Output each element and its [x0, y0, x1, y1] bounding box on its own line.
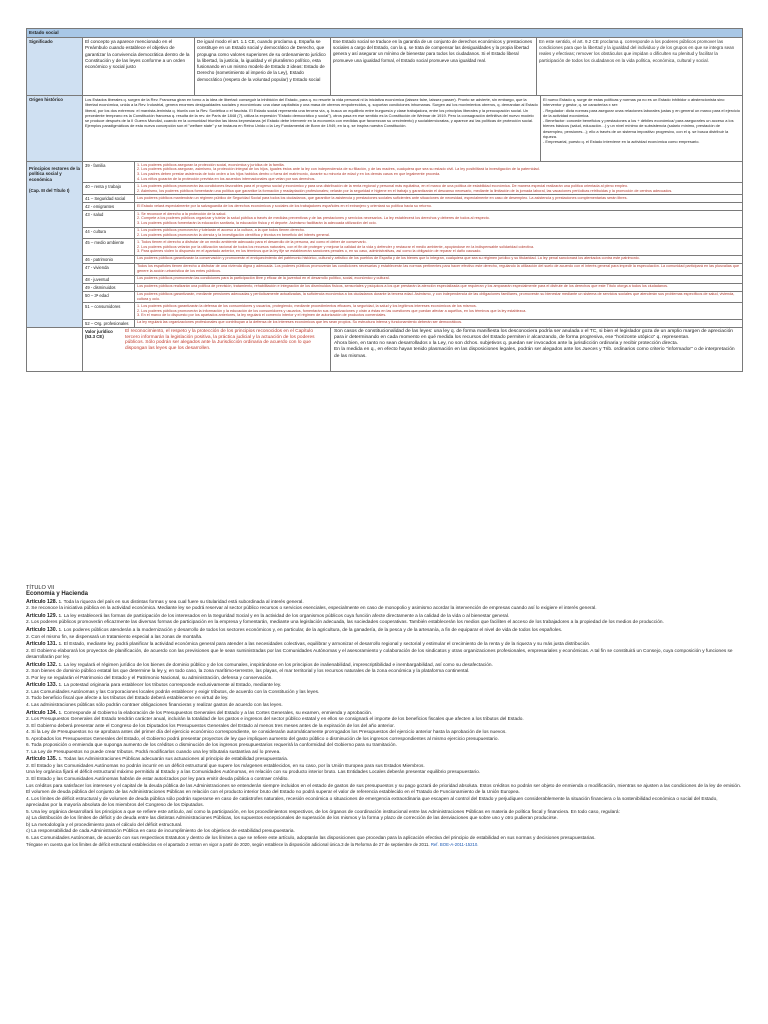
principio-article-item: 1. Los poderes públicos promoverán y tutelarán el acceso a la cultura, a la que todos tienen derecho. [137, 228, 306, 233]
origen-intro: El nuevo Estado q. surge de estas políticas y normas ya no es un Estado inhibidor o abstencionista sino interventor y gestor, q. se caracteriza x ser: [543, 97, 725, 108]
principio-article-item: Los poderes públicos mantendrán un régimen público de Seguridad Social para todos los ciudadanos, que garantice la asistencia y prestaciones sociales suficientes ante situaciones de necesidad, especialmente en caso de desempleo. La asistencia y prestaciones complementarias serán libres. [137, 195, 628, 200]
principio-article-text [135, 183, 742, 194]
principio-article-row [83, 162, 742, 183]
valor-constitucionalidad: Son casos de constitucionalidad de las leyes: una ley q. de forma manifiesta los desconociera podría ser anulada x el TC, si bien el legislador goza de un amplio margen de apreciación para ir determinando en cada momento en qué medida los recursos del Estado permiten ir alcanzando, de forma progresiva, ese "horizonte utópico" q. representan. [334, 328, 734, 340]
paragraph-text: 3. Por ley se regularán el Patrimonio del Estado y el Patrimonio Nacional, su administración, defensa y conservación. [26, 675, 273, 681]
principio-article-row [83, 292, 742, 304]
paragraph-text: 4. Las administraciones públicas sólo podrán contraer obligaciones financieras y realizar gastos de acuerdo con las leyes. [26, 703, 283, 708]
valor-criterio-informador: En la medida en q., en efecto hayan tenido plasmación en las disposiciones legales, podrán ser alegados ante los Jueces y Trib. ordinarios como criterio "informador" o de interpretación de las mismas. [334, 347, 735, 359]
paragraph-text: 1. La potestad originaria para establecer los tributos corresponde exclusivamente al Estado, mediante ley. [57, 683, 282, 689]
paragraph-text: c) La responsabilidad de cada Administración Pública en caso de incumplimiento de los objetivos de estabilidad presupuestaria. [26, 829, 295, 835]
principio-article-item: 1. Se reconoce el derecho a la protección de la salud. [137, 211, 227, 216]
paragraph-text: 1. Los poderes públicos atenderán a la modernización y desarrollo de todos los sectores económicos y, en particular, de la agricultura, de la ganadería, de la pesca y de la artesanía, a fin de equiparar el nivel de vida de todos los españoles. [57, 627, 563, 633]
principio-article-item: La ley regulará las organizaciones profesionales que contribuyan a la defensa de los intereses económicos que les sean propios. Su estructura interna y funcionamiento deberán ser democráticos. [137, 320, 463, 325]
origen-nuevo-estado [541, 96, 743, 162]
paragraph-text: 2. El Estado y las Comunidades Autónomas no podrán incurrir en un déficit estructural que supere los márgenes establecidos, en su caso, por la Unión Europea para sus Estados Miembros. [26, 763, 425, 769]
principio-article-text [135, 239, 742, 255]
valor-no-subjetivos: Ahora bien, en tanto no sean desarrollados x la Ley, no son dchos. subjetivos q. puedan ser invocados ante la jurisdicción ordinaria y recibir protección directa. [334, 341, 679, 347]
paragraph-text: 5. Aprobados los Presupuestos Generales del Estado, el Gobierno podrá presentar proyectos de ley que impliquen aumento del gasto público o disminución de los ingresos correspondientes al mismo ejercicio presupuestario. [26, 736, 499, 742]
principio-article-text [135, 256, 742, 263]
principio-article-row [83, 211, 742, 228]
footnote [26, 842, 742, 848]
principio-article-code: 41 – Seguridad social [83, 195, 135, 202]
article-number: Artículo 131. [26, 641, 58, 648]
article-number: Artículo 129. [26, 612, 58, 619]
document-paragraph [26, 710, 742, 718]
document-title: TÍTULO VII [26, 585, 55, 591]
paragraph-text: 2. Se reconoce la iniciativa pública en la actividad económica. Mediante ley se podrá reservar al sector público recursos o servicios esenciales, especialmente en caso de monopolio y asimismo acordar la intervención de empresas cuando así lo exigiere el interés general. [26, 606, 597, 612]
estado-social-table [26, 28, 742, 372]
article-number: Artículo 133. [26, 682, 58, 689]
principio-article-text [135, 228, 742, 239]
document-subtitle: Economía y Hacienda [26, 591, 89, 598]
principio-article-text [135, 203, 742, 210]
principio-article-code: 51 – consumidores [83, 303, 135, 319]
document-paragraph [26, 797, 742, 810]
principio-article-code: 47 - vivienda [83, 264, 135, 275]
principio-article-code: 49 - disminuidos [83, 284, 135, 291]
significado-estado-social: Ese Estado social se traduce en la garantía de un conjunto de derechos económicos y prestaciones sociales a cargo del Estado, con la q. se trata de compensar las desigualdades y la propia libertad genera y así asegurar un mínimo de bienestar para todos los ciudadanos. Si el Estado liberal promueve una igualdad formal, el Estado social promueve una igualdad real. [331, 38, 537, 95]
paragraph-text: 2. Con el mismo fin, se dispensará un tratamiento especial a las zonas de montaña. [26, 634, 203, 640]
principio-article-row [83, 195, 742, 203]
paragraph-text: 5. Una ley orgánica desarrollará los principios a que se refiere este artículo, así como la participación, en los procedimientos respectivos, de los órganos de coordinación institucional entre las Administraciones Públicas en materia de política fiscal y financiera. En todo caso, regulará: [26, 809, 620, 815]
principio-article-item: 3. En el marco de lo dispuesto por los apartados anteriores, la ley regulará el comercio interior y el régimen de autorización de productos comerciales. [137, 313, 387, 318]
principios-sublabel: (Cap. III del Título I) [29, 187, 70, 193]
article-number: Artículo 132. [26, 661, 58, 668]
principio-article-item: 1. Todos tienen el derecho a disfrutar de un medio ambiente adecuado para el desarrollo de la persona, así como el deber de conservarlo. [137, 239, 367, 244]
principio-article-item: 1. Los poderes públicos promoverán las condiciones favorables para el progreso social y económico y para una distribución de la renta regional y personal más equitativa, en el marco de una política de estabilidad económica. De manera especial realizarán una política orientada al pleno empleo. [137, 183, 629, 188]
paragraph-text: 6. Toda proposición o enmienda que suponga aumento de los créditos o disminución de los ingresos presupuestarios requerirá la conformidad del Gobierno para su tramitación. [26, 743, 397, 749]
principio-article-row [83, 320, 742, 327]
paragraph-text: 6. Las Comunidades Autónomas, de acuerdo con sus respectivos Estatutos y dentro de los límites a que se refiere este artículo, adoptarán las disposiciones que procedan para la aplicación efectiva del principio de estabilidad en sus normas y decisiones presupuestarias. [26, 835, 596, 841]
principio-article-item: El Estado velará especialmente por la salvaguardia de los derechos económicos y sociales de los trabajadores españoles en el extranjero y orientará su política hacia su retorno. [137, 203, 432, 208]
titulo-vii-document [26, 585, 742, 848]
principio-article-item: 1. Los poderes públicos aseguran la protección social, económica y jurídica de la familia. [137, 162, 285, 167]
principio-article-item: Los poderes públicos realizarán una política de previsión, tratamiento, rehabilitación e integración de los disminuidos físicos, sensoriales y psíquicos a los que prestarán la atención especializada que requieran y los ampararán especialmente para el disfrute de los derechos que este Título otorga a todos los ciudadanos. [137, 284, 669, 288]
principio-article-text [135, 195, 742, 202]
row-label-significado: Significado [27, 38, 83, 96]
document-body [26, 599, 742, 843]
principio-article-row [83, 264, 742, 276]
principio-article-row [83, 228, 742, 240]
principio-article-text [135, 211, 742, 227]
principio-article-code: 46 - patrimonio [83, 256, 135, 263]
document-paragraph [26, 649, 742, 662]
principio-article-item: 2. Los poderes públicos promoverán la ciencia y la investigación científica y técnica en beneficio del interés general. [137, 232, 330, 237]
principio-article-item: Los poderes públicos garantizarán la conservación y promoverán el enriquecimiento del patrimonio histórico, cultural y artístico de los pueblos de España y de los bienes que lo integran, cualquiera que sea su régimen jurídico y su titularidad. La ley penal sancionará los atentados contra este patrimonio. [137, 256, 640, 261]
principio-article-item: 2. Compete a los poderes públicos organizar y tutelar la salud pública a través de medidas preventivas y de las prestaciones y servicios necesarios. La ley establecerá los derechos y deberes de todos al respecto. [137, 216, 490, 221]
document-paragraph [26, 682, 742, 690]
principio-article-item: Los poderes públicos promoverán las condiciones para la participación libre y eficaz de la juventud en el desarrollo político, social, económico y cultural. [137, 276, 390, 280]
principio-article-text [135, 284, 742, 291]
valor-53-3: El reconocimiento, el respeto y la protección de los principios reconocidos en el Capítulo tercero informarán la legislación positiva, la práctica judicial y la actuación de los poderes públicos. Sólo podrán ser alegados ante la Jurisdicción ordinaria de acuerdo con lo que dispongan las leyes que los desarrollen. [125, 328, 315, 352]
paragraph-text: 3. El Estado y las Comunidades Autónomas habrán de estar autorizados por ley para emitir deuda pública o contraer crédito. [26, 777, 289, 783]
paragraph-text: 2. Los Presupuestos Generales del Estado tendrán carácter anual, incluirán la totalidad de los gastos e ingresos del sector público estatal y en ellos se consignará el importe de los beneficios fiscales que afecten a los tributos del Estado. [26, 717, 524, 723]
principio-article-row [83, 256, 742, 264]
paragraph-text: 2. El Gobierno elaborará los proyectos de planificación, de acuerdo con las previsiones que le sean suministradas por las Comunidades Autónomas y el asesoramiento y colaboración de los sindicatos y otras organizaciones profesionales, empresariales y económicas. A tal fin se constituirá un Consejo, cuya composición y funciones se desarrollarán por ley. [26, 648, 733, 661]
principio-article-item: 4. Los niños gozarán de la protección prevista en los acuerdos internacionales que velan por sus derechos. [137, 177, 316, 182]
principio-article-item: 2. Los poderes públicos velarán por la utilización racional de todos los recursos naturales, con el fin de proteger y mejorar la calidad de la vida y defender y restaurar el medio ambiente, apoyándose en la indispensable solidaridad colectiva. [137, 244, 535, 249]
principio-article-code: 40 – renta y trabajo [83, 183, 135, 194]
paragraph-text: 4. Los límites de déficit estructural y de volumen de deuda pública sólo podrán superarse en caso de catástrofes naturales, recesión económica o situaciones de emergencia extraordinaria que escapen al control del Estado y perjudiquen considerablemente la situación financiera o la sostenibilidad económica o social del Estado, apreciadas por la mayoría absoluta de los miembros del Congreso de los Diputados. [26, 796, 718, 809]
paragraph-text: 1. La ley establecerá las formas de participación de los interesados en la Seguridad Social y en la actividad de los organismos públicos cuya función afecte directamente a la calidad de la vida o al bienestar general. [57, 613, 510, 619]
principio-article-text [135, 303, 742, 319]
principio-article-code: 42 - emigrantes [83, 203, 135, 210]
significado-art-9-2: En este sentido, el art. 9.2 CE proclama q. corresponde a los poderes públicos promover las condiciones para que la libertad y la igualdad del individuo y de los grupos en que se integra sean reales y efectivas; remover los obstáculos que impidan o dificulten su plenitud y facilitar la participación de todos los ciudadanos en la vida política, económica, cultural y social. [539, 39, 735, 63]
principio-article-code: 44 - cultura [83, 228, 135, 239]
principio-article-item: 3. Los poderes públicos fomentarán la educación sanitaria, la educación física y el deporte. Asimismo facilitarán la adecuada utilización del ocio. [137, 221, 377, 226]
origen-regulador: - Regulador: dicta normas para asegurar unas relaciones laborales justas y en general un marco para el ejercicio de la actividad económica. [543, 107, 740, 118]
principio-article-text [135, 276, 742, 283]
principios-articles [83, 162, 742, 327]
document-paragraph [26, 641, 742, 649]
paragraph-text: 3. El Gobierno deberá presentar ante el Congreso de los Diputados los Presupuestos Generales del Estado al menos tres meses antes de la expiración de los del año anterior. [26, 723, 395, 729]
principio-article-item: 3. Los padres deben prestar asistencia de todo orden a los hijos habidos dentro o fuera del matrimonio, durante su minoría de edad y en los demás casos en que legalmente proceda. [137, 172, 441, 177]
principio-article-row [83, 303, 742, 320]
paragraph-text: 7. La Ley de Presupuestos no puede crear tributos. Podrá modificarlos cuando una ley tributaria sustantiva así lo prevea. [26, 749, 281, 755]
document-paragraph [26, 756, 742, 764]
article-number: Artículo 134. [26, 709, 58, 716]
principio-article-item: 2. Los poderes públicos aseguran, asimismo, la protección integral de los hijos, iguales éstos ante la ley con independencia de su filiación, y de las madres, cualquiera que sea su estado civil. La ley posibilitará la investigación de la paternidad. [137, 167, 540, 172]
paragraph-text: 1. La ley regulará el régimen jurídico de los bienes de dominio público y de los comunales, inspirándose en los principios de inalienabilidad, imprescriptibilidad e inembargabilidad, así como su desafectación. [57, 662, 493, 668]
document-paragraph [26, 627, 742, 635]
paragraph-text: 1. Todas las Administraciones Públicas adecuarán sus actuaciones al principio de estabilidad presupuestaria. [57, 757, 289, 763]
paragraph-text: 3. Todo beneficio fiscal que afecte a los tributos del Estado deberá establecerse en virtud de ley. [26, 696, 229, 702]
principio-article-item: 1. Los poderes públicos garantizarán la defensa de los consumidores y usuarios, protegiendo, mediante procedimientos eficaces, la seguridad, la salud y los legítimos intereses económicos de los mismos. [137, 303, 477, 308]
row-label-principios [27, 162, 83, 328]
principio-article-code: 52 – Org. profesionales [83, 320, 135, 327]
principio-article-code: 43 - salud [83, 211, 135, 227]
origen-historico-text: Los Estados liberales q. surgen de la Rev. Francesa giran en torno a la idea de libertad: conseguir la inhibición del Estado, para q. no resorte la vida personal ni la iniciativa económica (laissez faire, laissez passer). Pronto se advierte, sin embargo, que la libertad económica, unida a la Rev. Industrial, genera enormes desigualdades sociales y económicas: una clase capitalista y una masa de obreros empobrecidos, q. soportan condiciones inhumanas. Surgen así los movimientos obreros, q. demandan al Estado liberal, por los dos extremos: el marxista-leninista q. triunfa con la Rev. Soviética o el fascista. El Estado social representa una tercera vía, q. busca un equilibrio entre burguesía y clase trabajadora, entre los principios liberales y la preocupación social. Un precedente temprano es la Constitución francesa q. resulta de la rev. de París de 1848 (7), utiliza la expresión "Estado democrático y social"), otros pasa en ese sentido es la Constitución de Weimar de 1919. Pero la consagración definitiva del nuevo modelo se produce después de la II Guerra Mundial, cuando en la comunidad triunfan las ideas keynesianas (el Estado debe intervenir en la economía con medidas que favorezcan su crecimiento) y socialdemócratas, y aparece así las políticas de protección social. Ejemplos paradigmáticos de esta nueva concepción son el "welfare state" y se instaura en Reino Unido o la Ley Fundamental de Bonn de 1949, en la q. se inspira nuestra Constitución. [83, 96, 541, 162]
principio-article-row [83, 276, 742, 284]
principio-article-item: Los poderes públicos garantizarán, mediante pensiones adecuadas y periódicamente actualizadas, la suficiencia económica a los ciudadanos durante la tercera edad. Asimismo, y con independencia de las obligaciones familiares, promoverán su bienestar mediante un sistema de servicios sociales que atenderán sus problemas específicos de salud, vivienda, cultura y ocio. [137, 292, 735, 301]
paragraph-text: Una ley orgánica fijará el déficit estructural máximo permitido al Estado y a las Comunidades Autónomas, en relación con su producto interior bruto. Las Entidades Locales deberán presentar equilibrio presupuestario. [26, 770, 481, 776]
footnote-link[interactable]: Ref. BOE-A-2011-15210. [430, 842, 479, 848]
significado-preambulo: El concepto ya aparece mencionado en el Preámbulo cuando establece el objetivo de garantizar la convivencia democrática dentro de la Constitución y de las leyes conforme a un orden económico y social justo [83, 38, 195, 96]
principio-article-item: 2. Asimismo, los poderes públicos fomentarán una política que garantice la formación y readaptación profesionales; velarán por la seguridad e higiene en el trabajo y garantizarán el descanso necesario, mediante la limitación de la jornada laboral, las vacaciones periódicas retribuidas y la promoción de centros adecuados. [137, 188, 673, 193]
origen-benefactor: - Benefactor: concede beneficios y prestaciones a los + débiles económica/ para asegurarles un acceso a los bienes básicos (salud, educación…) y un nivel mínimo de subsistencia (salario mínimo, prestación de desempleo, pensiones...); ello a través de un sistema impositivo progresivo, con el q. se busca distribuir la riqueza. [543, 118, 734, 139]
paragraph-text: 1. El Estado, mediante ley, podrá planificar la actividad económica general para atender a las necesidades colectivas, equilibrar y armonizar el desarrollo regional y sectorial y estimular el crecimiento de la renta y de la riqueza y su más justa distribución. [57, 642, 591, 648]
principios-label: Principios rectores de la política social y económica [29, 166, 81, 182]
principio-article-row [83, 239, 742, 256]
paragraph-text: Los créditos para satisfacer los intereses y el capital de la deuda pública de las Administraciones se entenderán siempre incluidos en el estado de gastos de sus presupuestos y su pago gozará de prioridad absoluta. Estos créditos no podrán ser objeto de enmienda o modificación, mientras se ajusten a las condiciones de la ley de emisión. [26, 783, 742, 789]
significado-art-1-1: De igual modo el art. 1.1 CE, cuando proclama q. España se constituye en un Estado social y democrático de Derecho, que propugna como valores superiores de su ordenamiento jurídico la libertad, la justicia, la igualdad y el pluralismo político, esta fusionando en un mismo modelo de Estado 3 ideas: Estado de Derecho (sometimiento al imperio de la Ley), Estado democrático (respeto de la voluntad popular) y Estado social [195, 38, 331, 96]
principio-article-row [83, 203, 742, 211]
article-number: Artículo 135. [26, 756, 58, 763]
principio-article-text [135, 292, 742, 303]
principio-article-code: 45 – medio ambiente [83, 239, 135, 255]
principio-article-row [83, 183, 742, 195]
article-number: Artículo 128. [26, 598, 58, 605]
principio-article-text [135, 264, 742, 275]
paragraph-text: 2. Las Comunidades Autónomas y las Corporaciones locales podrán establecer y exigir tributos, de acuerdo con la Constitución y las leyes. [26, 689, 320, 695]
principio-article-code: 39 - familia [83, 162, 135, 182]
principio-article-code: 48 - juventud [83, 276, 135, 283]
paragraph-text: 4. Si la Ley de Presupuestos no se aprobara antes del primer día del ejercicio económico correspondiente, se considerarán automáticamente prorrogados los Presupuestos del ejercicio anterior hasta la aprobación de los nuevos. [26, 730, 507, 736]
principio-article-text [135, 320, 742, 327]
row-label-valor: Valor jurídico (53.3 CE) [85, 328, 113, 340]
row-label-origen: Origen histórico [27, 96, 83, 162]
principio-article-text [135, 162, 742, 182]
table-header: Estado social [27, 29, 743, 38]
principio-article-item: 3. Para quienes violen lo dispuesto en el apartado anterior, en los términos que la ley fije se establecerán sanciones penales o, en su caso, administrativas, así como la obligación de reparar el daño causado. [137, 249, 482, 254]
paragraph-text: 1. Toda la riqueza del país en sus distintas formas y sea cual fuere su titularidad está subordinada al interés general. [57, 599, 304, 605]
principio-article-row [83, 284, 742, 292]
paragraph-text: 2. Los poderes públicos promoverán eficazmente las diversas formas de participación en la empresa y fomentarán, mediante una legislación adecuada, las sociedades cooperativas. También establecerán los medios que faciliten el acceso de los trabajadores a la propiedad de los medios de producción. [26, 620, 664, 626]
paragraph-text: 1. Corresponde al Gobierno la elaboración de los Presupuestos Generales del Estado y a las Cortes Generales, su examen, enmienda y aprobación. [57, 710, 373, 716]
paragraph-text: 2. Son bienes de dominio público estatal los que determine la ley y, en todo caso, la zona marítimo-terrestre, las playas, el mar territorial y los recursos naturales de la zona económica y la plataforma continental. [26, 669, 470, 675]
footnote-text: Téngase en cuenta que los límites de déficit estructural establecidos en el apartado 2 entran en vigor a partir de 2020, según establece la disposición adicional única.3 de la Reforma de 27 de septiembre de 2011. [26, 842, 430, 848]
principio-article-item: 2. Los poderes públicos promoverán la información y la educación de los consumidores y usuarios, fomentarán sus organizaciones y oirán a éstas en las cuestiones que puedan afectar a aquéllos, en los términos que la ley establezca. [137, 308, 527, 313]
article-number: Artículo 130. [26, 626, 58, 633]
principio-article-code: 50 – 3ª edad [83, 292, 135, 303]
paragraph-text: b) La metodología y el procedimiento para el cálculo del déficit estructural. [26, 822, 183, 828]
origen-empresarial: - Empresarial, puesto q. el Estado interviene en la actividad económica como empresario. [543, 139, 700, 144]
paragraph-text: El volumen de deuda pública del conjunto de las Administraciones Públicas en relación con el producto interior bruto del Estado no podrá superar el valor de referencia establecido en el Tratado de Funcionamiento de la Unión Europea. [26, 790, 520, 796]
paragraph-text: a) La distribución de los límites de déficit y de deuda entre las distintas Administraciones Públicas, los supuestos excepcionales de superación de los mismos y la forma y plazo de corrección de las desviaciones que sobre uno y otro pudieran producirse. [26, 816, 558, 822]
principio-article-item: Todos los españoles tienen derecho a disfrutar de una vivienda digna y adecuada. Los poderes públicos promoverán las condiciones necesarias y establecerán las normas pertinentes para hacer efectivo este derecho, regulando la utilización del suelo de acuerdo con el interés general para impedir la especulación. La comunidad participará en las plusvalías que genere la acción urbanística de los entes públicos. [137, 264, 740, 274]
